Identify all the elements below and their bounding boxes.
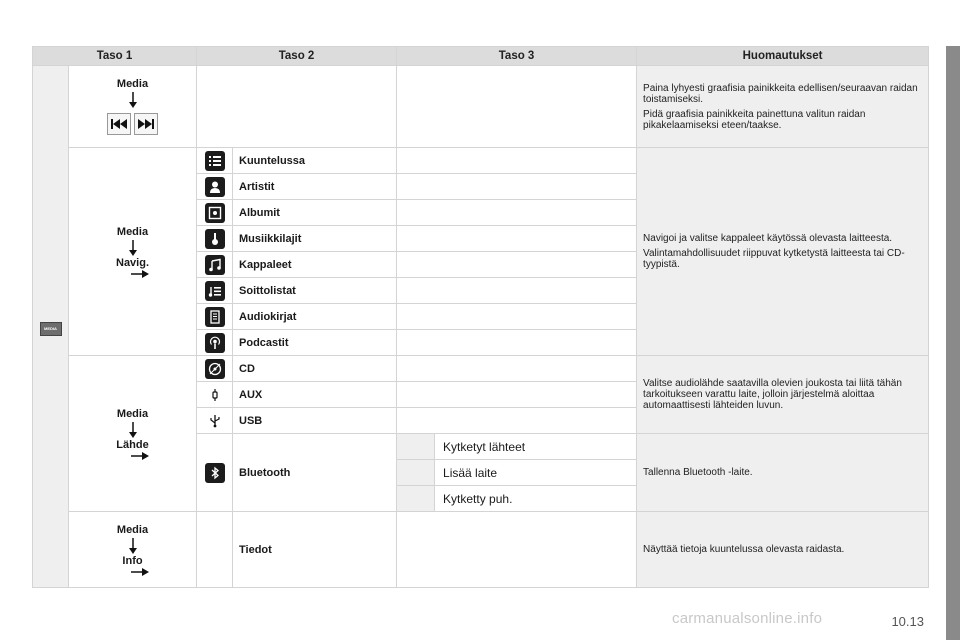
icon-cell: [197, 304, 233, 330]
skip-note-1: Paina lyhyesti graafisia painikkeita edellisen/seuraavan raidan toistamiseksi.: [643, 82, 918, 105]
level3-empty: [397, 512, 637, 588]
icon-cell: [197, 200, 233, 226]
icon-cell-empty: [197, 512, 233, 588]
menu-item-musiikkilajit: Musiikkilajit: [233, 226, 397, 252]
cd-icon: [205, 359, 225, 379]
bluetooth-icon: [205, 463, 225, 483]
table-row: [33, 148, 929, 174]
icon-cell: [197, 278, 233, 304]
genre-icon: [205, 229, 225, 249]
level3-item-kytketty-puh: Kytketty puh.: [435, 486, 637, 512]
info-media-label: Media: [116, 523, 149, 536]
menu-item-tiedot: Tiedot: [233, 512, 397, 588]
menu-item-cd: CD: [233, 356, 397, 382]
menu-item-audiokirjat: Audiokirjat: [233, 304, 397, 330]
header-level2: Taso 2: [197, 47, 397, 66]
level3-empty: [397, 226, 637, 252]
icon-cell: [197, 434, 233, 512]
icon-cell: [197, 330, 233, 356]
album-icon: [205, 203, 225, 223]
watermark: carmanualsonline.info: [672, 610, 823, 627]
table-row: [33, 356, 929, 382]
song-icon: [205, 255, 225, 275]
arrow-right-icon: [131, 270, 149, 278]
navig-level2-cell: [69, 148, 197, 356]
usb-icon: [205, 411, 225, 431]
navig-label: Navig.: [116, 256, 150, 269]
table-row: [33, 512, 929, 588]
arrow-right-icon: [131, 568, 149, 576]
menu-item-bluetooth: Bluetooth: [233, 434, 397, 512]
table-row: [33, 66, 929, 148]
header-level3: Taso 3: [397, 47, 637, 66]
level3-item-lisaa-laite: Lisää laite: [435, 460, 637, 486]
bluetooth-notes: Tallenna Bluetooth -laite.: [637, 434, 929, 512]
arrow-down-icon: [129, 538, 137, 554]
menu-item-usb: USB: [233, 408, 397, 434]
chapter-tab: [946, 46, 960, 640]
menu-item-podcastit: Podcastit: [233, 330, 397, 356]
playlist-icon: [205, 281, 225, 301]
arrow-down-icon: [129, 240, 137, 256]
icon-cell: [197, 356, 233, 382]
info-label: Info: [122, 554, 143, 567]
level3-item-kytketyt-lahteet: Kytketyt lähteet: [435, 434, 637, 460]
level3-empty: [397, 252, 637, 278]
level3-empty: [397, 330, 637, 356]
level3-empty: [397, 200, 637, 226]
menu-item-soittolistat: Soittolistat: [233, 278, 397, 304]
level1-cell: [33, 66, 69, 588]
menu-item-artistit: Artistit: [233, 174, 397, 200]
skip-level2-cell: [69, 66, 197, 148]
arrow-down-icon: [129, 92, 137, 108]
page-number: 10.13: [891, 614, 924, 629]
lahde-media-label: Media: [116, 407, 149, 420]
lahde-level2-cell: [69, 356, 197, 512]
aux-icon: [205, 385, 225, 405]
icon-cell: [197, 226, 233, 252]
navig-notes: [637, 148, 929, 356]
info-level2-cell: [69, 512, 197, 588]
info-notes: Näyttää tietoja kuuntelussa olevasta raidasta.: [637, 512, 929, 588]
next-track-icon: [134, 113, 158, 135]
level3-empty: [397, 304, 637, 330]
menu-item-kappaleet: Kappaleet: [233, 252, 397, 278]
icon-cell: [197, 382, 233, 408]
navig-note-1: Navigoi ja valitse kappaleet käytössä olevasta laitteesta.: [643, 233, 893, 244]
level3-empty: [397, 356, 637, 382]
icon-cell: [197, 174, 233, 200]
navig-note-2: Valintamahdollisuudet riippuvat kytketystä laitteesta tai CD-tyypistä.: [643, 248, 905, 270]
now-playing-icon: [205, 151, 225, 171]
podcast-icon: [205, 333, 225, 353]
level3-empty: [397, 148, 637, 174]
skip-note-2: Pidä graafisia painikkeita painettuna valitun raidan pikakelaamiseksi eteen/taakse.: [643, 108, 866, 131]
lahde-notes: Valitse audiolähde saatavilla olevien joukosta tai liitä tähän tarkoitukseen varattu laite, jolloin järjestelmä aloittaa automaattisesti lähteiden luvun.: [637, 356, 929, 434]
skip-notes: [637, 66, 929, 148]
header-notes: Huomautukset: [637, 47, 929, 66]
level3-spacer: [397, 434, 435, 460]
level3-empty: [397, 382, 637, 408]
audiobook-icon: [205, 307, 225, 327]
arrow-down-icon: [129, 422, 137, 438]
menu-item-albumit: Albumit: [233, 200, 397, 226]
level3-empty: [397, 174, 637, 200]
header-level1: Taso 1: [33, 47, 197, 66]
level3-empty: [397, 278, 637, 304]
lahde-label: Lähde: [116, 438, 149, 451]
media-key-icon: MEDIA: [40, 322, 62, 336]
menu-item-kuuntelussa: Kuuntelussa: [233, 148, 397, 174]
skip-level3-empty: [397, 66, 637, 148]
navig-media-label: Media: [116, 225, 149, 238]
previous-track-icon: [107, 113, 131, 135]
menu-table: [32, 46, 929, 588]
arrow-right-icon: [131, 452, 149, 460]
skip-level2-empty: [197, 66, 397, 148]
level3-spacer: [397, 460, 435, 486]
artist-icon: [205, 177, 225, 197]
table-header: [33, 47, 929, 66]
icon-cell: [197, 252, 233, 278]
skip-media-label: Media: [116, 78, 149, 90]
icon-cell: [197, 408, 233, 434]
icon-cell: [197, 148, 233, 174]
menu-item-aux: AUX: [233, 382, 397, 408]
level3-empty: [397, 408, 637, 434]
level3-spacer: [397, 486, 435, 512]
